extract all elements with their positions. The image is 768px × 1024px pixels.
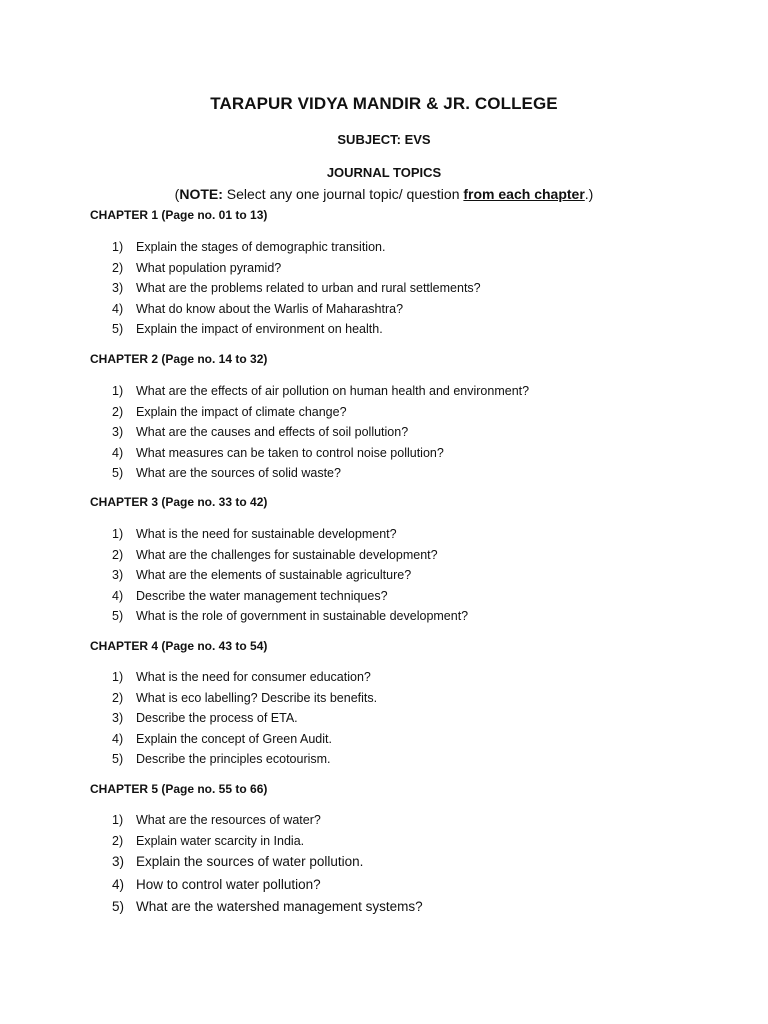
chapter-5-heading: CHAPTER 5 (Page no. 55 to 66)	[90, 782, 268, 796]
question-number: 5)	[112, 609, 124, 623]
question-number: 1)	[112, 240, 124, 254]
question-text: What measures can be taken to control noise pollution?	[136, 445, 444, 460]
question-number: 5)	[112, 899, 125, 914]
list-item	[112, 667, 377, 688]
question-number: 3)	[112, 854, 125, 869]
question-number: 1)	[112, 527, 124, 541]
question-number: 3)	[112, 711, 124, 725]
list-item	[112, 874, 423, 897]
question-number: 3)	[112, 568, 124, 582]
note-text: Select any one journal topic/ question	[222, 186, 464, 202]
question-text: What is the need for consumer education?	[136, 670, 371, 684]
question-text: Explain the sources of water pollution.	[136, 854, 364, 869]
chapter-5-questions	[112, 810, 321, 851]
question-text: What are the challenges for sustainable development?	[136, 547, 438, 562]
list-item	[112, 708, 377, 729]
question-text: What are the sources of solid waste?	[136, 466, 341, 480]
question-text: Describe the principles ecotourism.	[136, 752, 331, 766]
question-text: What are the causes and effects of soil pollution?	[136, 425, 409, 439]
page-title: TARAPUR VIDYA MANDIR & JR. COLLEGE	[210, 94, 558, 113]
question-number: 2)	[112, 404, 124, 419]
chapter-5-questions-continued	[112, 851, 423, 919]
chapter-4-questions	[112, 667, 377, 770]
list-item	[112, 606, 468, 627]
question-text: What are the resources of water?	[136, 813, 321, 827]
chapter-3-questions	[112, 524, 468, 627]
subject-heading: SUBJECT: EVS	[337, 132, 431, 147]
list-item	[112, 524, 468, 545]
list-item	[112, 545, 468, 566]
question-number: 5)	[112, 322, 124, 336]
question-number: 2)	[112, 260, 124, 275]
question-number: 3)	[112, 281, 124, 295]
question-number: 1)	[112, 384, 124, 398]
list-item	[112, 565, 468, 586]
chapter-1-heading: CHAPTER 1 (Page no. 01 to 13)	[90, 208, 268, 222]
question-text: Explain water scarcity in India.	[136, 833, 305, 848]
list-item	[112, 463, 529, 484]
list-item	[112, 749, 377, 770]
journal-topics-heading: JOURNAL TOPICS	[326, 165, 442, 180]
question-number: 4)	[112, 588, 124, 603]
list-item	[112, 729, 377, 750]
question-text: What are the problems related to urban and rural settlements?	[136, 281, 481, 295]
question-text: Describe the water management techniques?	[136, 588, 388, 603]
question-text: What are the elements of sustainable agriculture?	[136, 568, 412, 582]
question-text: What do know about the Warlis of Maharashtra?	[136, 301, 404, 316]
list-item	[112, 381, 529, 402]
question-text: Explain the impact of environment on health.	[136, 322, 383, 336]
question-number: 5)	[112, 752, 124, 766]
list-item	[112, 402, 529, 423]
question-number: 2)	[112, 547, 124, 562]
question-text: What is the need for sustainable development?	[136, 527, 397, 541]
note-label: NOTE:	[179, 186, 223, 202]
question-text: What are the watershed management systems?	[136, 899, 423, 914]
instruction-note	[0, 186, 768, 202]
list-item	[112, 896, 423, 919]
list-item	[112, 851, 423, 874]
question-number: 2)	[112, 833, 124, 848]
question-number: 4)	[112, 301, 124, 316]
question-text: Explain the impact of climate change?	[136, 404, 347, 419]
question-text: What population pyramid?	[136, 260, 282, 275]
list-item	[112, 443, 529, 464]
question-text: What is the role of government in sustainable development?	[136, 609, 469, 623]
list-item	[112, 237, 481, 258]
note-open-paren: (	[174, 186, 180, 202]
list-item	[112, 831, 321, 852]
question-number: 3)	[112, 425, 124, 439]
list-item	[112, 586, 468, 607]
chapter-1-questions	[112, 237, 481, 340]
list-item	[112, 258, 481, 279]
chapter-3-heading: CHAPTER 3 (Page no. 33 to 42)	[90, 495, 268, 509]
question-number: 1)	[112, 670, 124, 684]
note-close-paren: .)	[584, 186, 594, 202]
question-number: 1)	[112, 813, 124, 827]
chapter-2-questions	[112, 381, 529, 484]
question-number: 4)	[112, 445, 124, 460]
note-emphasis: from each chapter	[463, 186, 585, 202]
list-item	[112, 299, 481, 320]
list-item	[112, 278, 481, 299]
chapter-2-heading: CHAPTER 2 (Page no. 14 to 32)	[90, 352, 268, 366]
question-number: 4)	[112, 731, 124, 746]
question-text: Explain the concept of Green Audit.	[136, 731, 332, 746]
list-item	[112, 810, 321, 831]
question-text: How to control water pollution?	[136, 876, 321, 892]
question-text: Describe the process of ETA.	[136, 711, 298, 725]
question-number: 5)	[112, 466, 124, 480]
list-item	[112, 319, 481, 340]
list-item	[112, 422, 529, 443]
question-text: What are the effects of air pollution on human health and environment?	[136, 384, 530, 398]
question-number: 4)	[112, 876, 125, 892]
list-item	[112, 688, 377, 709]
question-text: Explain the stages of demographic transition.	[136, 240, 386, 254]
question-text: What is eco labelling? Describe its benefits.	[136, 690, 378, 705]
question-number: 2)	[112, 690, 124, 705]
chapter-4-heading: CHAPTER 4 (Page no. 43 to 54)	[90, 639, 268, 653]
